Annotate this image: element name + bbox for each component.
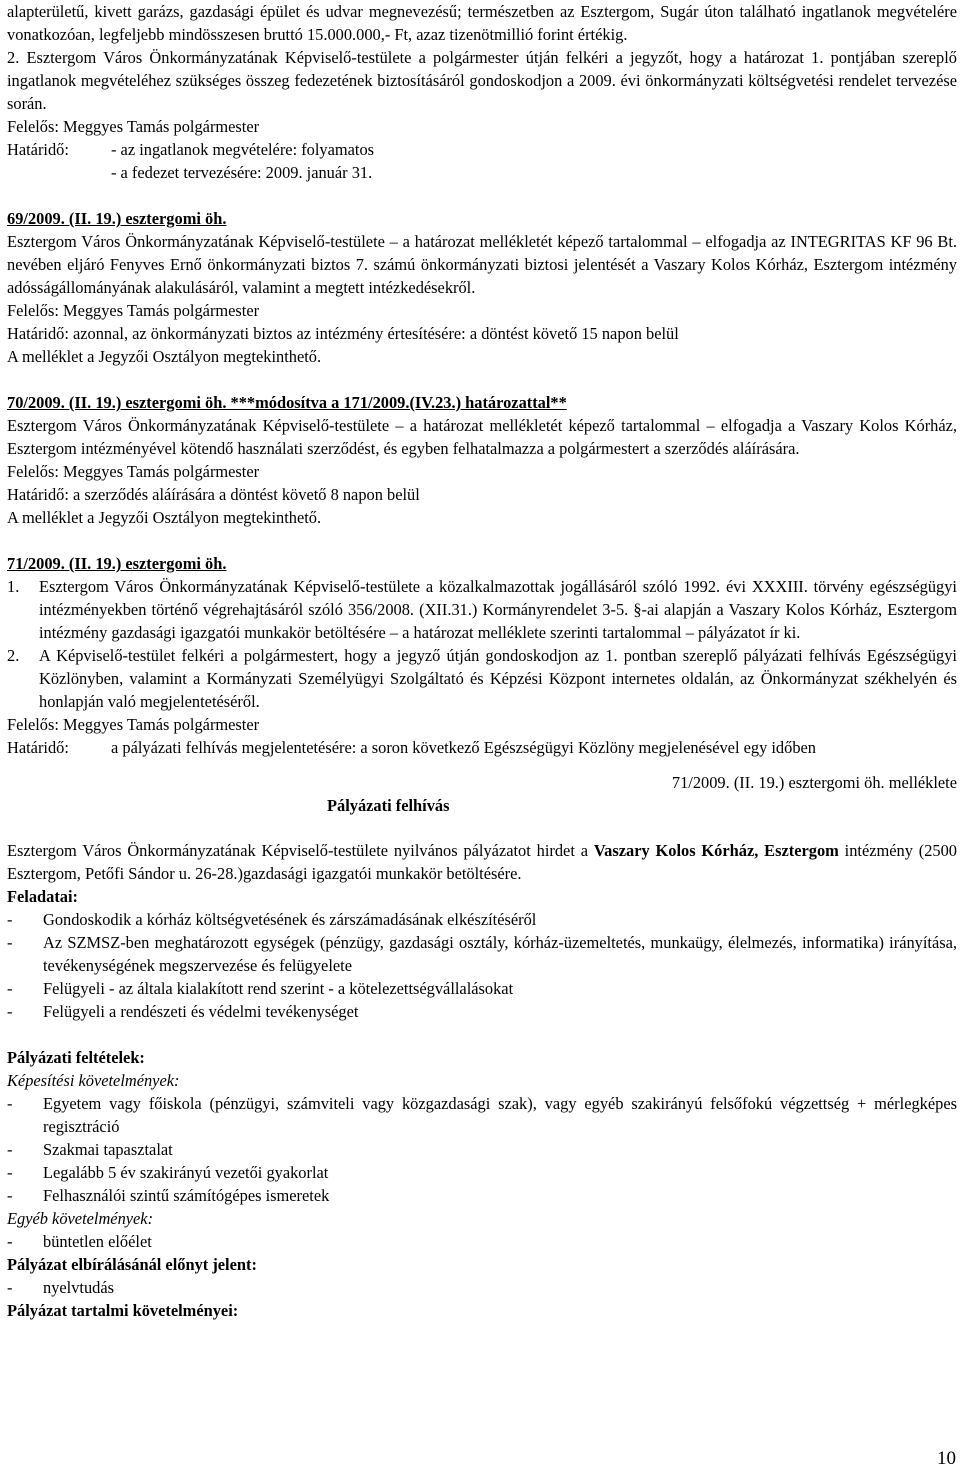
deadline-line: - a fedezet tervezésére: 2009. január 31. <box>111 163 373 182</box>
numbered-item: 1. Esztergom Város Önkormányzatának Képviselő-testülete a közalkalmazottak jogállásáról szóló 1992. évi XXXIII. törvény egészségügyi intézményekben történő végrehajtásáról szóló 356/2008. (XII.31.) Kormányrendelet 3-5. §-ai alapján a Vaszary Kolos Kórház, Esztergom intézmény gazdasági igazgatói munkakör betöltésére – a határozat melléklete szerinti tartalommal – pályázatot ír ki. <box>7 577 957 642</box>
section-heading: Pályázati feltételek: <box>7 1048 145 1067</box>
annex-header <box>7 771 957 827</box>
responsible-line: Felelős: Meggyes Tamás polgármester <box>7 117 260 136</box>
responsible-line: Felelős: Meggyes Tamás polgármester <box>7 715 260 734</box>
resolution-heading: 71/2009. (II. 19.) esztergomi öh. <box>7 554 227 573</box>
list-item: - Felhasználói szintű számítógépes ismeretek <box>7 1186 330 1205</box>
annex-reference: 71/2009. (II. 19.) esztergomi öh. melléklete <box>671 773 957 792</box>
deadline-line: Határidő: - az ingatlanok megvételére: folyamatos <box>7 140 375 159</box>
paragraph: Esztergom Város Önkormányzatának Képviselő-testülete nyilvános pályázatot hirdet a Vaszary Kolos Kórház, Esztergom intézmény (2500 Esztergom, Petőfi Sándor u. 26-28.)gazdasági igazgatói munkakör betöltésére. <box>7 841 957 883</box>
paragraph: Esztergom Város Önkormányzatának Képviselő-testülete – a határozat mellékletét képező tartalommal – elfogadja az INTEGRITAS KF 96 Bt. nevében eljáró Fenyves Ernő önkormányzati biztos 7. számú önkormányzati biztosi jelentését a Vaszary Kolos Kórház, Esztergom intézmény adósságállományának alakulásáról, valamint a megtett intézkedésekről. <box>7 232 957 297</box>
section-heading: Pályázat tartalmi követelményei: <box>7 1301 239 1320</box>
annex-note: A melléklet a Jegyzői Osztályon megtekinthető. <box>7 347 322 366</box>
subsection-heading: Képesítési követelmények: <box>7 1071 180 1090</box>
deadline-line: Határidő: a szerződés aláírására a döntést követő 8 napon belül <box>7 485 420 504</box>
list-item: - büntetlen előélet <box>7 1232 152 1251</box>
list-item: - Felügyeli - az általa kialakított rend szerint - a kötelezettségvállalásokat <box>7 979 514 998</box>
task-list <box>7 908 957 1023</box>
page-number: 10 <box>937 1448 956 1469</box>
deadline-line: Határidő: a pályázati felhívás megjelentetésére: a soron következő Egészségügyi Közlöny megjelenésével egy időben <box>7 738 816 757</box>
annex-title: Pályázati felhívás <box>327 796 450 815</box>
responsible-line: Felelős: Meggyes Tamás polgármester <box>7 301 260 320</box>
responsible-line: Felelős: Meggyes Tamás polgármester <box>7 462 260 481</box>
list-item: - Egyetem vagy főiskola (pénzügyi, számviteli vagy közgazdasági szak), vagy egyéb szakirányú felsőfokú végzettség + mérlegképes regisztráció <box>7 1094 957 1136</box>
numbered-item: 2. A Képviselő-testület felkéri a polgármestert, hogy a jegyző útján gondoskodjon az 1. pontban szereplő pályázati felhívás Egészségügyi Közlönyben, valamint a Kormányzati Személyügyi Szolgáltató és Képzési Központ internetes oldalán, az Önkormányzat székhelyén és honlapján való megjelentetéséről. <box>7 646 957 711</box>
list-item: - Szakmai tapasztalat <box>7 1140 173 1159</box>
subsection-heading: Egyéb követelmények: <box>7 1209 154 1228</box>
list-item: - nyelvtudás <box>7 1278 115 1297</box>
resolution-heading: 70/2009. (II. 19.) esztergomi öh. ***módosítva a 171/2009.(IV.23.) határozattal** <box>7 393 567 412</box>
list-item: - Felügyeli a rendészeti és védelmi tevékenységet <box>7 1002 359 1021</box>
list-item: - Gondoskodik a kórház költségvetésének és zárszámadásának elkészítéséről <box>7 910 537 929</box>
section-heading: Pályázat elbírálásánál előnyt jelent: <box>7 1255 257 1274</box>
paragraph: 2. Esztergom Város Önkormányzatának Képviselő-testülete a polgármester útján felkéri a jegyzőt, hogy a határozat 1. pontjában szereplő ingatlanok megvételéhez szükséges összeg fedezetének biztosításáról gondoskodjon a 2009. évi önkormányzati költségvetési rendelet tervezése során. <box>7 48 957 113</box>
deadline-line: Határidő: azonnal, az önkormányzati biztos az intézmény értesítésére: a döntést követő 15 napon belül <box>7 324 679 343</box>
paragraph: alapterületű, kivett garázs, gazdasági épület és udvar megnevezésű; természetben az Esztergom, Sugár úton található ingatlanok megvételére vonatkozóan, legfeljebb mindösszesen bruttó 15.000.000,- Ft, azaz tizenötmillió forint értékig. <box>7 2 957 44</box>
document-page <box>7 0 957 1322</box>
list-item: - Az SZMSZ-ben meghatározott egységek (pénzügy, gazdasági osztály, kórház-üzemeltetés, munkaügy, élelmezés, informatika) irányítása, tevékenységének megszervezése és felügyelete <box>7 933 957 975</box>
resolution-heading: 69/2009. (II. 19.) esztergomi öh. <box>7 209 227 228</box>
section-heading: Feladatai: <box>7 887 79 906</box>
list-item: - Legalább 5 év szakirányú vezetői gyakorlat <box>7 1163 329 1182</box>
requirement-list <box>7 1092 957 1207</box>
annex-note: A melléklet a Jegyzői Osztályon megtekinthető. <box>7 508 322 527</box>
paragraph: Esztergom Város Önkormányzatának Képviselő-testülete – a határozat mellékletét képező tartalommal – elfogadja a Vaszary Kolos Kórház, Esztergom intézményével kötendő használati szerződést, és egyben felhatalmazza a polgármestert a szerződés aláírására. <box>7 416 957 458</box>
